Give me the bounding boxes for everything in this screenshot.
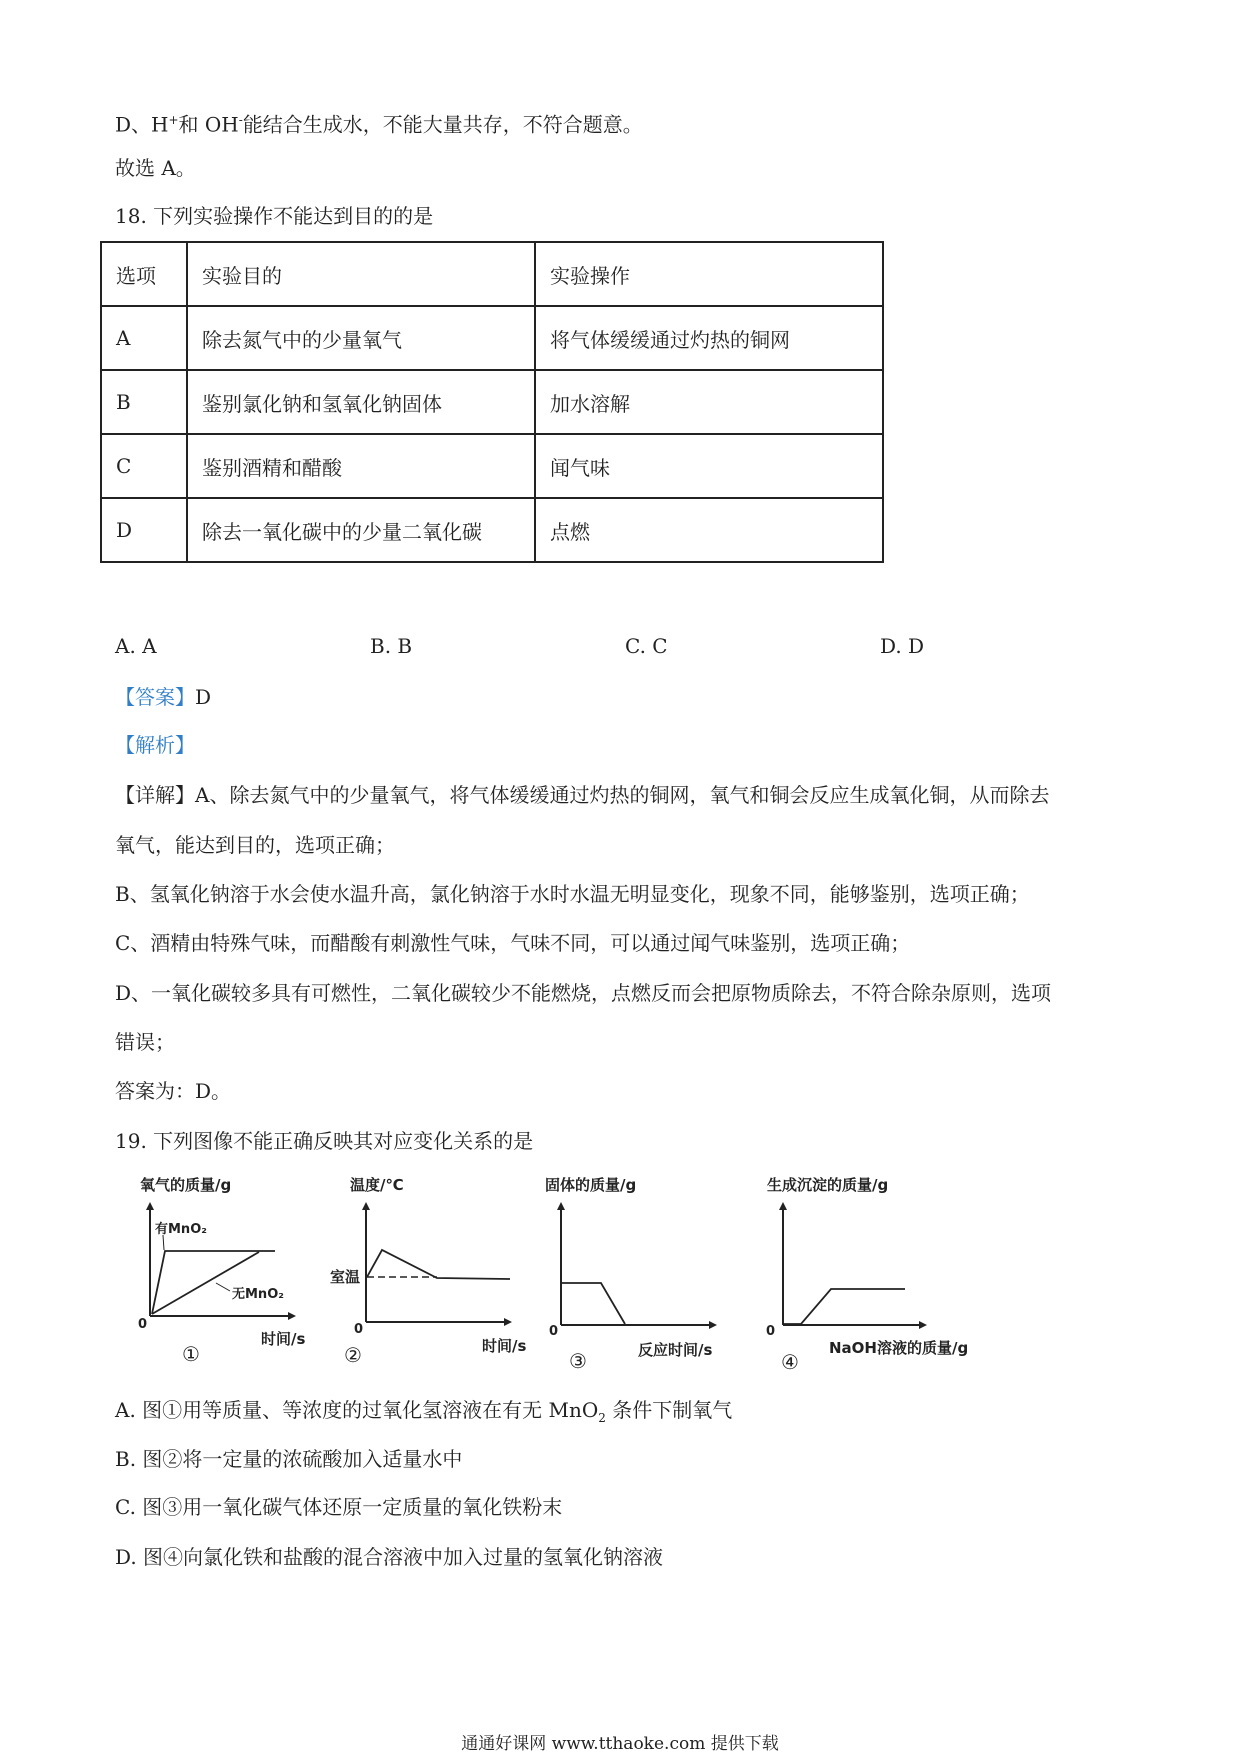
graph-3-xlabel: 反应时间/s bbox=[638, 1341, 713, 1359]
table-cell: 点燃 bbox=[535, 498, 883, 562]
table-cell: 除去氮气中的少量氧气 bbox=[187, 306, 535, 370]
table-cell: 除去一氧化碳中的少量二氧化碳 bbox=[187, 498, 535, 562]
answer-bracket: 【答案】 bbox=[115, 685, 195, 709]
curve-label-without: 无MnO₂ bbox=[232, 1287, 284, 1302]
answer-value: D bbox=[195, 685, 212, 709]
graph-2-ylabel: 温度/℃ bbox=[350, 1176, 404, 1194]
table-row bbox=[101, 434, 883, 498]
choice-a: A. A bbox=[115, 634, 157, 658]
table-header-cell: 选项 bbox=[101, 242, 187, 306]
precipitate-curve bbox=[784, 1289, 905, 1324]
graph-2-xlabel: 时间/s bbox=[482, 1337, 527, 1355]
graph-1-ylabel: 氧气的质量/g bbox=[140, 1176, 232, 1194]
graph-4-ylabel: 生成沉淀的质量/g bbox=[767, 1176, 889, 1194]
question-19-stem: 19. 下列图像不能正确反映其对应变化关系的是 bbox=[115, 1129, 534, 1153]
detail-line: C、酒精由特殊气味，而醋酸有刺激性气味，气味不同，可以通过闻气味鉴别，选项正确； bbox=[115, 931, 911, 955]
option-b-line: B. 图②将一定量的浓硫酸加入适量水中 bbox=[115, 1447, 463, 1471]
room-temp-label: 室温 bbox=[330, 1268, 361, 1286]
table-cell: D bbox=[101, 498, 187, 562]
graph-3 bbox=[545, 1165, 745, 1375]
table-cell: A bbox=[101, 306, 187, 370]
table-cell: 鉴别氯化钠和氢氧化钠固体 bbox=[187, 370, 535, 434]
table-cell: 将气体缓缓通过灼热的铜网 bbox=[535, 306, 883, 370]
experiment-table bbox=[100, 241, 884, 563]
graph-3-number: ③ bbox=[569, 1349, 587, 1373]
graph-1-origin: 0 bbox=[138, 1317, 148, 1332]
table-cell: 闻气味 bbox=[535, 434, 883, 498]
table-cell: 鉴别酒精和醋酸 bbox=[187, 434, 535, 498]
graph-2 bbox=[330, 1165, 540, 1375]
choice-d: D. D bbox=[880, 634, 925, 658]
graph-1 bbox=[120, 1165, 320, 1365]
graph-2-number: ② bbox=[344, 1343, 362, 1367]
table-row bbox=[101, 306, 883, 370]
choice-c: C. C bbox=[625, 634, 668, 658]
detail-line: D、一氧化碳较多具有可燃性，二氧化碳较少不能燃烧，点燃反而会把原物质除去，不符合除杂原则，选项 bbox=[115, 981, 1052, 1005]
curve-label-with: 有MnO₂ bbox=[155, 1222, 207, 1237]
table-header-cell: 实验目的 bbox=[187, 242, 535, 306]
answer-line bbox=[115, 684, 211, 710]
question-18-stem: 18. 下列实验操作不能达到目的的是 bbox=[115, 204, 434, 228]
curve-with-mno2 bbox=[152, 1251, 275, 1314]
label-pointer bbox=[216, 1283, 230, 1291]
choose-answer-line: 故选 A。 bbox=[115, 156, 196, 180]
choice-b: B. B bbox=[370, 634, 413, 658]
graph-2-origin: 0 bbox=[354, 1322, 364, 1337]
table-header-row bbox=[101, 242, 883, 306]
detail-line: 氧气，能达到目的，选项正确； bbox=[115, 833, 395, 857]
x-axis-arrow bbox=[919, 1321, 927, 1329]
analysis-heading: 【解析】 bbox=[115, 733, 195, 757]
graph-1-number: ① bbox=[182, 1342, 200, 1366]
table-cell: C bbox=[101, 434, 187, 498]
option-d-explanation: D、H+和 OH-能结合生成水，不能大量共存，不符合题意。 bbox=[115, 112, 643, 137]
graph-4 bbox=[755, 1165, 975, 1375]
temperature-curve bbox=[367, 1250, 510, 1279]
option-a-line: A. 图①用等质量、等浓度的过氧化氢溶液在有无 MnO$_2$ 条件下制氧气 bbox=[115, 1398, 733, 1425]
option-d-line: D. 图④向氯化铁和盐酸的混合溶液中加入过量的氢氧化钠溶液 bbox=[115, 1545, 664, 1569]
label-pointer bbox=[163, 1235, 164, 1250]
graph-4-xlabel: NaOH溶液的质量/g bbox=[829, 1339, 969, 1357]
detail-line: 错误； bbox=[115, 1030, 175, 1054]
graph-1-xlabel: 时间/s bbox=[261, 1330, 306, 1348]
curve-without-mno2 bbox=[152, 1252, 259, 1314]
table-row bbox=[101, 370, 883, 434]
table-row bbox=[101, 498, 883, 562]
graph-4-origin: 0 bbox=[766, 1324, 776, 1339]
x-axis-arrow bbox=[288, 1312, 296, 1320]
detail-line: 【详解】A、除去氮气中的少量氧气，将气体缓缓通过灼热的铜网，氧气和铜会反应生成氧化铜，从而除去 bbox=[115, 783, 1050, 807]
x-axis-arrow bbox=[709, 1321, 717, 1329]
conclusion-line: 答案为：D。 bbox=[115, 1079, 232, 1103]
detail-line: B、氢氧化钠溶于水会使水温升高，氯化钠溶于水时水温无明显变化，现象不同，能够鉴别，选项正确； bbox=[115, 882, 1030, 906]
x-axis-arrow bbox=[504, 1318, 512, 1326]
table-cell: 加水溶解 bbox=[535, 370, 883, 434]
table-cell: B bbox=[101, 370, 187, 434]
option-c-line: C. 图③用一氧化碳气体还原一定质量的氧化铁粉末 bbox=[115, 1495, 563, 1519]
table-header-cell: 实验操作 bbox=[535, 242, 883, 306]
graph-3-ylabel: 固体的质量/g bbox=[545, 1176, 637, 1194]
graph-3-origin: 0 bbox=[549, 1324, 559, 1339]
solid-mass-curve bbox=[562, 1283, 625, 1324]
graph-4-number: ④ bbox=[781, 1350, 799, 1374]
footer-credit: 通通好课网 www.tthaoke.com 提供下载 bbox=[461, 1734, 779, 1754]
